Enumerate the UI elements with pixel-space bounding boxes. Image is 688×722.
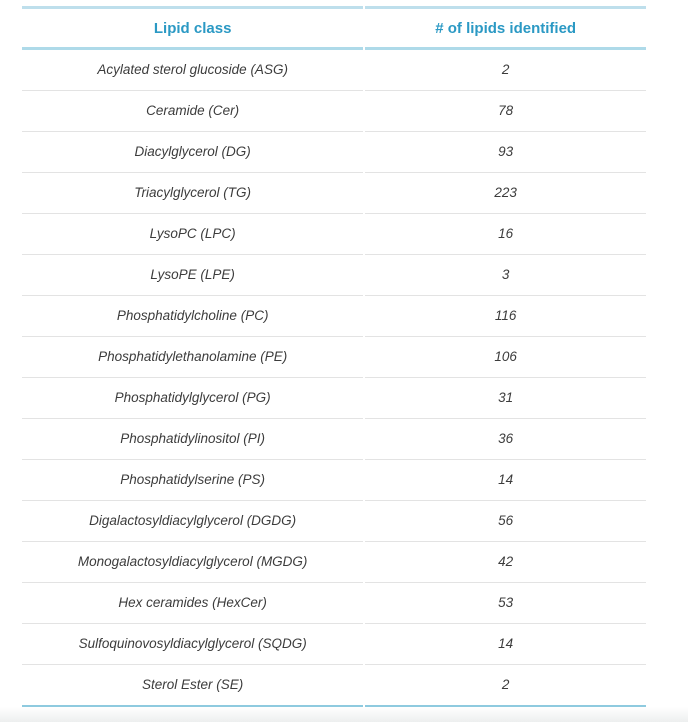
lipid-count-cell: 14 [365,460,646,501]
table-row [22,91,646,132]
table-row [22,542,646,583]
table-row [22,132,646,173]
table-row [22,214,646,255]
lipid-class-table [20,6,648,708]
lipid-count-cell: 2 [365,665,646,708]
table-row [22,583,646,624]
lipid-count-cell: 53 [365,583,646,624]
lipid-class-cell: Phosphatidylglycerol (PG) [22,378,363,419]
table-row [22,50,646,91]
lipid-class-cell: Phosphatidylinositol (PI) [22,419,363,460]
lipid-class-cell: Sulfoquinovosyldiacylglycerol (SQDG) [22,624,363,665]
lipid-count-cell: 116 [365,296,646,337]
lipid-count-cell: 106 [365,337,646,378]
table-row [22,173,646,214]
lipid-class-cell: Phosphatidylethanolamine (PE) [22,337,363,378]
table-row [22,460,646,501]
table-body [22,50,646,708]
lipid-count-cell: 31 [365,378,646,419]
table-row [22,624,646,665]
lipid-class-cell: LysoPE (LPE) [22,255,363,296]
column-header-lipid-count: # of lipids identified [365,6,646,50]
page-bottom-shade [0,707,688,722]
lipid-count-cell: 223 [365,173,646,214]
table-row [22,419,646,460]
table-row [22,501,646,542]
lipid-count-cell: 14 [365,624,646,665]
lipid-count-cell: 56 [365,501,646,542]
lipid-count-cell: 42 [365,542,646,583]
column-header-lipid-class: Lipid class [22,6,363,50]
lipid-class-cell: Triacylglycerol (TG) [22,173,363,214]
table-header [22,6,646,50]
lipid-class-cell: Diacylglycerol (DG) [22,132,363,173]
table-row [22,337,646,378]
table-row [22,255,646,296]
lipid-class-cell: Digalactosyldiacylglycerol (DGDG) [22,501,363,542]
lipid-class-cell: Ceramide (Cer) [22,91,363,132]
lipid-count-cell: 36 [365,419,646,460]
table-row [22,296,646,337]
lipid-count-cell: 93 [365,132,646,173]
lipid-count-cell: 3 [365,255,646,296]
lipid-class-cell: LysoPC (LPC) [22,214,363,255]
lipid-class-cell: Sterol Ester (SE) [22,665,363,708]
table-row [22,378,646,419]
lipid-class-cell: Phosphatidylcholine (PC) [22,296,363,337]
lipid-count-cell: 16 [365,214,646,255]
lipid-class-cell: Acylated sterol glucoside (ASG) [22,50,363,91]
header-row [22,6,646,50]
lipid-class-cell: Phosphatidylserine (PS) [22,460,363,501]
lipid-count-cell: 78 [365,91,646,132]
lipid-class-cell: Hex ceramides (HexCer) [22,583,363,624]
table-row [22,665,646,708]
lipid-class-cell: Monogalactosyldiacylglycerol (MGDG) [22,542,363,583]
lipid-count-cell: 2 [365,50,646,91]
